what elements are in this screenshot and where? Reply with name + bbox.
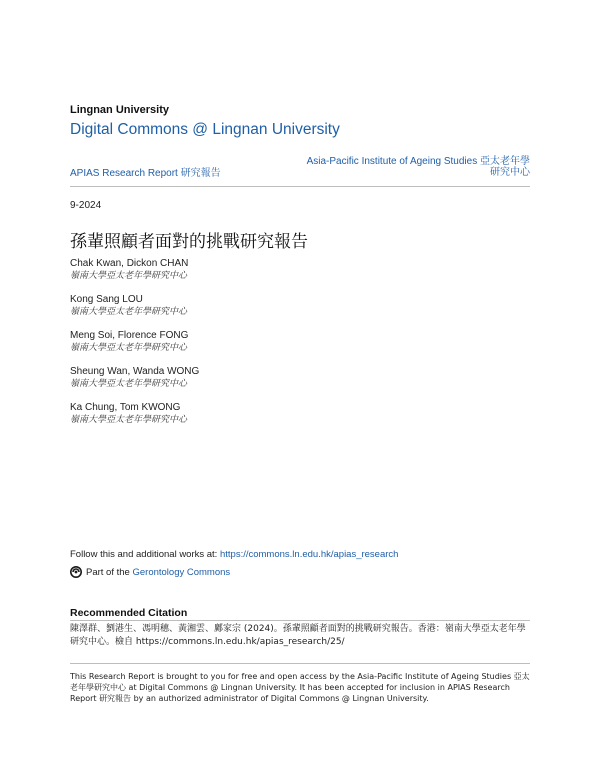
author-affiliation: 嶺南大學亞太老年學研究中心	[70, 343, 188, 353]
divider	[70, 620, 530, 621]
repository-link[interactable]: Digital Commons @ Lingnan University	[70, 121, 340, 138]
collection-url-link[interactable]: https://commons.ln.edu.hk/apias_research	[219, 549, 399, 560]
author-name: Chak Kwan, Dickon CHAN	[70, 258, 189, 269]
series-row	[70, 156, 530, 187]
author-name: Meng Soi, Florence FONG	[70, 330, 189, 341]
author-affiliation: 嶺南大學亞太老年學研究中心	[70, 307, 188, 317]
author-affiliation: 嶺南大學亞太老年學研究中心	[70, 415, 188, 425]
author-name: Kong Sang LOU	[70, 294, 143, 305]
access-notice: This Research Report is brought to you for free and open access by the Asia-Pacific Institute of Ageing Studies 亞太老年學研究中心 at Digital Commons @ Lingnan University. It has been accepted for inclusion in APIAS Research Report 研究報告 by an authorized administrator of Digital Commons @ Lingnan University.	[70, 672, 530, 703]
part-of-line	[70, 566, 230, 578]
institute-link[interactable]: Asia-Pacific Institute of Ageing Studies 亞太老年學研究中心	[306, 156, 530, 178]
document-title: 孫輩照顧者面對的挑戰研究報告	[70, 232, 308, 252]
author-affiliation: 嶺南大學亞太老年學研究中心	[70, 271, 188, 281]
citation-text: 陳澤群、劉港生、馮明穗、黃湘雲、鄺家宗 (2024)。孫輩照顧者面對的挑戰研究報告。香港：嶺南大學亞太老年學研究中心。檢自 https://commons.ln.edu.hk/apias_research/25/	[70, 624, 526, 647]
author-affiliation: 嶺南大學亞太老年學研究中心	[70, 379, 188, 389]
author-name: Sheung Wan, Wanda WONG	[70, 366, 200, 377]
part-of-text: Part of the	[86, 566, 130, 578]
series-link[interactable]: APIAS Research Report 研究報告	[70, 168, 221, 179]
author-entry	[70, 258, 199, 282]
follow-line	[70, 549, 398, 560]
citation-heading: Recommended Citation	[70, 607, 188, 619]
publication-date: 9-2024	[70, 200, 102, 211]
author-name: Ka Chung, Tom KWONG	[70, 402, 181, 413]
author-list	[70, 258, 199, 438]
divider	[70, 663, 530, 664]
institution-name: Lingnan University	[70, 104, 170, 116]
follow-text: Follow this and additional works at:	[70, 549, 220, 560]
gerontology-commons-link[interactable]: Gerontology Commons	[132, 566, 231, 578]
bepress-network-icon	[70, 566, 82, 578]
author-entry	[70, 366, 199, 390]
author-entry	[70, 330, 199, 354]
author-entry	[70, 402, 199, 426]
author-entry	[70, 294, 199, 318]
